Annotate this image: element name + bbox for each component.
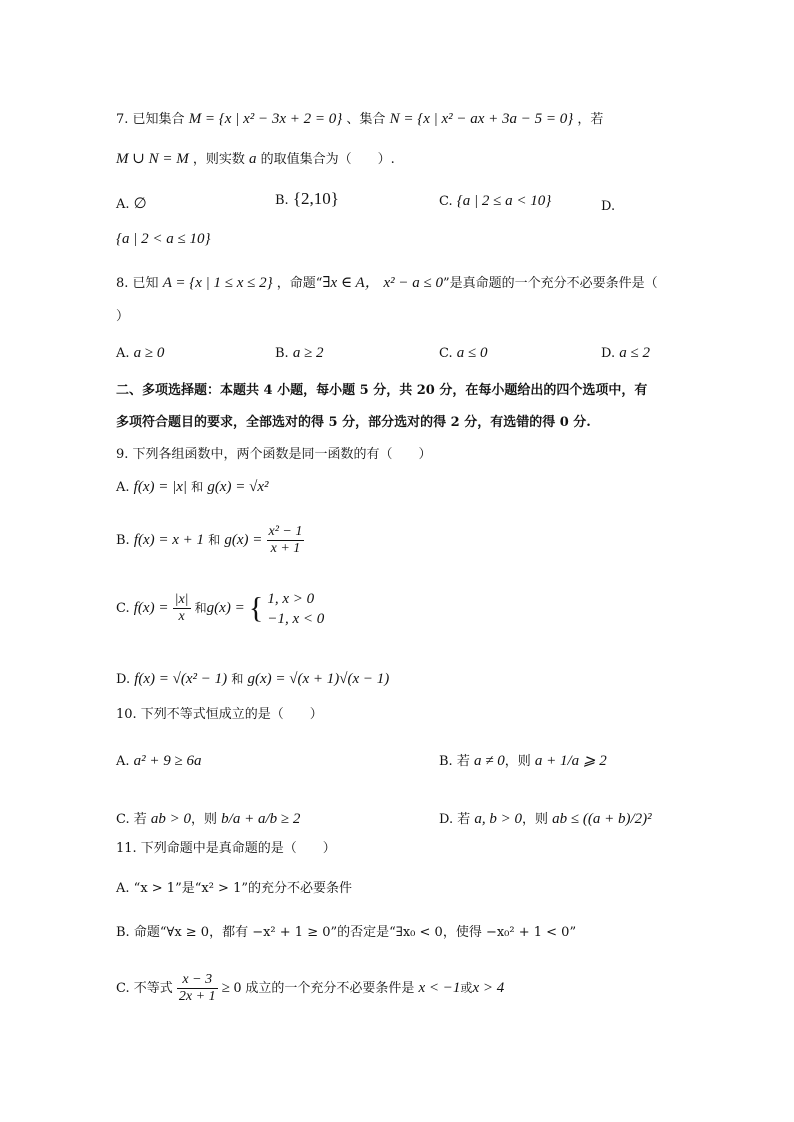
q7-option-d-label: [601, 198, 615, 216]
prefix-text: 不等式: [133, 981, 173, 996]
q10-option-b: [439, 752, 607, 771]
option-value: ∅: [133, 196, 147, 212]
option-value: a ≥ 0: [133, 345, 165, 361]
closing-paren: ）: [116, 309, 130, 324]
q8-line2: [116, 308, 129, 326]
numerator: x − 3: [177, 972, 218, 989]
q8-option-c: [439, 344, 488, 363]
option-label: B.: [275, 346, 289, 361]
option-label: D.: [601, 199, 616, 214]
inequality: b/a + a/b ≥ 2: [221, 811, 301, 827]
case-1: 1, x > 0: [267, 590, 315, 607]
function-g-fraction: [267, 524, 305, 557]
q7-line2: [116, 150, 395, 169]
option-value: a ≤ 0: [456, 345, 488, 361]
set-n-definition: N = {x | x² − ax + 3a − 5 = 0}: [389, 111, 574, 127]
option-label: B.: [116, 533, 130, 548]
case-2: −1, x < 0: [267, 610, 325, 627]
option-label: A.: [116, 480, 130, 495]
q7-option-a: [116, 195, 147, 214]
q9-stem: 9. 下列各组函数中，两个函数是同一函数的有（ ）: [116, 447, 432, 462]
variable-a: a: [248, 151, 257, 167]
q9-option-b: [116, 522, 304, 559]
q7-text: ，则实数: [192, 152, 245, 167]
condition-1: x < −1: [418, 980, 461, 996]
then-text: ，则: [522, 812, 549, 827]
condition: ab > 0: [150, 811, 192, 827]
and-text: 和: [191, 480, 204, 494]
function-f: f(x) = x + 1: [133, 532, 205, 548]
q11-option-c: [116, 968, 504, 1009]
q8-intro: 8. 已知: [116, 276, 159, 291]
q11-stem: 11. 下列命题中是真命题的是（ ）: [116, 841, 336, 856]
condition: a ≠ 0: [473, 753, 505, 769]
function-g-lhs: g(x) =: [224, 532, 263, 548]
denominator: 2x + 1: [178, 989, 216, 1004]
set-a-definition: A = {x | 1 ≤ x ≤ 2}: [162, 275, 273, 291]
then-text: ，则: [191, 812, 218, 827]
q7-option-b: [275, 190, 339, 210]
q8-option-b: [275, 344, 324, 363]
q10-stem: 10. 下列不等式恒成立的是（ ）: [116, 707, 323, 722]
option-label: A.: [116, 754, 130, 769]
option-value: a ≤ 2: [619, 345, 650, 361]
condition: a, b > 0: [474, 811, 522, 827]
set-m-definition: M = {x | x² − 3x + 2 = 0}: [188, 111, 343, 127]
q8-exists-statement: ∃x ∈ A， x² − a ≤ 0: [322, 275, 443, 291]
ge-zero: ≥ 0: [221, 980, 242, 996]
q9-option-c: [116, 588, 324, 629]
q7-connector: 、集合: [346, 112, 386, 127]
function-f: f(x) = √(x² − 1): [134, 671, 228, 687]
q7-intro: 7. 已知集合: [116, 112, 185, 127]
option-label: C.: [116, 601, 130, 616]
q11-option-b: [116, 924, 576, 942]
option-label: C.: [439, 194, 453, 209]
then-text: ，则: [504, 754, 531, 769]
and-text: 和: [208, 533, 221, 547]
option-value: {a | 2 ≤ a < 10}: [456, 193, 552, 209]
function-f-lhs: f(x) =: [133, 600, 169, 616]
option-label: A.: [116, 197, 130, 212]
piecewise-cases: [267, 589, 324, 629]
q10-option-d: [439, 810, 652, 829]
option-label: D.: [601, 346, 616, 361]
option-value: {a | 2 < a ≤ 10}: [116, 231, 211, 247]
q11-option-a: [116, 880, 352, 898]
left-brace-icon: {: [248, 591, 264, 625]
q10-option-a: [116, 752, 202, 771]
option-label: C. 若: [116, 812, 147, 827]
section2-heading-line2: 多项符合题目的要求，全部选对的得 5 分，部分选对的得 2 分，有选错的得 0 分.: [116, 415, 591, 430]
function-f: f(x) = |x|: [133, 479, 188, 495]
q7-line1: [116, 110, 603, 129]
and-text: 和: [194, 601, 207, 615]
function-g: g(x) = √x²: [207, 479, 269, 495]
option-label: D.: [116, 672, 131, 687]
inequality: ab ≤ ((a + b)/2)²: [552, 811, 652, 827]
q10-option-c: [116, 810, 300, 829]
q9-option-d: [116, 670, 389, 689]
inequality: a² + 9 ≥ 6a: [133, 753, 202, 769]
function-g-lhs: g(x) =: [206, 600, 245, 616]
option-label: B.: [116, 925, 130, 940]
option-label: B. 若: [439, 754, 470, 769]
function-g: g(x) = √(x + 1)√(x − 1): [247, 671, 390, 687]
inequality-fraction: [177, 972, 218, 1005]
q7-option-c: [439, 192, 551, 211]
numerator: x² − 1: [268, 524, 303, 539]
q7-question-end: 的取值集合为（ ）.: [260, 152, 395, 167]
q8-line1: [116, 274, 658, 293]
statement: “x > 1”是“x² > 1”的充分不必要条件: [133, 881, 352, 896]
q7-if: ，若: [577, 112, 604, 127]
q8-option-a: [116, 344, 164, 363]
and-text: 和: [231, 672, 244, 686]
option-label: D. 若: [439, 812, 471, 827]
q8-proposition: ，命题“: [276, 276, 323, 291]
statement: 命题“∀x ≥ 0，都有 −x² + 1 ≥ 0”的否定是“∃x₀ < 0，使得 −x₀² + 1 < 0”: [133, 925, 577, 940]
section2-heading-line1: 二、多项选择题：本题共 4 小题，每小题 5 分，共 20 分，在每小题给出的四个选项中，有: [116, 383, 648, 398]
option-label: A.: [116, 881, 130, 896]
q8-question: ”是真命题的一个充分不必要条件是（: [442, 276, 658, 291]
denominator: x: [178, 609, 185, 624]
function-f-fraction: [173, 592, 191, 625]
option-value: a ≥ 2: [292, 345, 324, 361]
denominator: x + 1: [270, 541, 301, 556]
q9-option-a: [116, 478, 268, 497]
inequality: a + 1/a ⩾ 2: [534, 753, 607, 769]
numerator: |x|: [174, 592, 189, 607]
condition-2: x > 4: [472, 980, 505, 996]
union-condition: M ∪ N = M: [116, 151, 189, 167]
option-label: B.: [275, 193, 289, 208]
q7-option-d-value: [116, 230, 210, 249]
option-label: C.: [439, 346, 453, 361]
or-text: 或: [460, 981, 473, 995]
option-label: C.: [116, 981, 130, 996]
option-label: A.: [116, 346, 130, 361]
option-value: {2,10}: [292, 189, 339, 208]
q8-option-d: [601, 344, 650, 363]
suffix-text: 成立的一个充分不必要条件是: [245, 981, 415, 996]
